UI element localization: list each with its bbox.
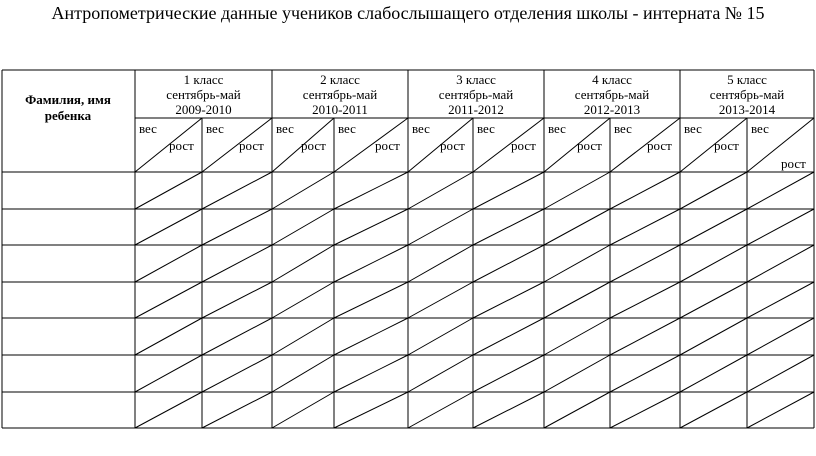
cell-diagonal [202, 172, 272, 209]
class-header-grade: 5 класс [727, 72, 767, 87]
class-header-grade: 2 класс [320, 72, 360, 87]
weight-label: вес [412, 121, 430, 136]
weight-label: вес [614, 121, 632, 136]
cell-diagonal [272, 209, 334, 245]
cell-diagonal [334, 282, 408, 318]
cell-diagonal [135, 392, 202, 428]
cell-diagonal [473, 392, 544, 428]
cell-diagonal [408, 282, 473, 318]
cell-diagonal [135, 355, 202, 392]
cell-diagonal [680, 172, 747, 209]
weight-label: вес [276, 121, 294, 136]
cell-diagonal [473, 318, 544, 355]
cell-diagonal [544, 318, 610, 355]
cell-diagonal [334, 318, 408, 355]
cell-diagonal [202, 355, 272, 392]
height-label: рост [169, 138, 194, 153]
class-header [408, 72, 544, 117]
class-header [272, 72, 408, 117]
weight-label: вес [684, 121, 702, 136]
cell-diagonal [202, 392, 272, 428]
cell-diagonal [135, 282, 202, 318]
cell-diagonal [135, 245, 202, 282]
class-header-grade: 3 класс [456, 72, 496, 87]
cell-diagonal [610, 172, 680, 209]
height-label: рост [440, 138, 465, 153]
cell-diagonal [544, 209, 610, 245]
cell-diagonal [747, 282, 814, 318]
weight-label: вес [338, 121, 356, 136]
cell-diagonal [272, 245, 334, 282]
cell-diagonal [135, 318, 202, 355]
page-title: Антропометрические данные учеников слабослышащего отделения школы - интерната № 15 [51, 3, 765, 23]
cell-diagonal [334, 392, 408, 428]
weight-label: вес [139, 121, 157, 136]
weight-label: вес [477, 121, 495, 136]
cell-diagonal [680, 318, 747, 355]
class-header [135, 72, 272, 117]
cell-diagonal [272, 318, 334, 355]
cell-diagonal [610, 355, 680, 392]
cell-diagonal [334, 209, 408, 245]
height-label: рост [647, 138, 672, 153]
class-header-years: 2012-2013 [583, 102, 641, 117]
class-header-period: сентябрь-май [302, 87, 378, 102]
class-header-period: сентябрь-май [709, 87, 785, 102]
cell-diagonal [408, 318, 473, 355]
class-header-period: сентябрь-май [574, 87, 650, 102]
height-label: рост [239, 138, 264, 153]
class-header-years: 2013-2014 [718, 102, 776, 117]
weight-label: вес [548, 121, 566, 136]
cell-diagonal [680, 355, 747, 392]
cell-diagonal [135, 172, 202, 209]
weight-label: вес [751, 121, 769, 136]
height-label: рост [511, 138, 536, 153]
cell-diagonal [473, 172, 544, 209]
name-column-header: Фамилия, имя ребенка [25, 92, 111, 123]
height-label: рост [714, 138, 739, 153]
cell-diagonal [544, 172, 610, 209]
cell-diagonal [202, 245, 272, 282]
height-label: рост [301, 138, 326, 153]
cell-diagonal [473, 355, 544, 392]
cell-diagonal [272, 282, 334, 318]
cell-diagonal [473, 245, 544, 282]
cell-diagonal [202, 209, 272, 245]
cell-diagonal [408, 355, 473, 392]
cell-diagonal [334, 355, 408, 392]
cell-diagonal [202, 282, 272, 318]
height-label: рост [375, 138, 400, 153]
weight-label: вес [206, 121, 224, 136]
cell-diagonal [272, 172, 334, 209]
height-label: рост [781, 156, 806, 171]
cell-diagonal [334, 172, 408, 209]
cell-diagonal [272, 392, 334, 428]
cell-diagonal [610, 318, 680, 355]
cell-diagonal [408, 392, 473, 428]
cell-diagonal [610, 245, 680, 282]
class-header-period: сентябрь-май [438, 87, 514, 102]
cell-diagonal [544, 245, 610, 282]
class-header [680, 72, 814, 117]
cell-diagonal [610, 282, 680, 318]
class-header-years: 2009-2010 [175, 102, 232, 117]
class-header [544, 72, 680, 117]
cell-diagonal [408, 245, 473, 282]
class-header-grade: 4 класс [592, 72, 632, 87]
cell-diagonal [473, 209, 544, 245]
class-header-years: 2010-2011 [312, 102, 368, 117]
cell-diagonal [747, 355, 814, 392]
height-label: рост [577, 138, 602, 153]
cell-diagonal [473, 282, 544, 318]
cell-diagonal [544, 355, 610, 392]
cell-diagonal [408, 172, 473, 209]
cell-diagonal [747, 318, 814, 355]
cell-diagonal [610, 209, 680, 245]
cell-diagonal [747, 172, 814, 209]
cell-diagonal [680, 392, 747, 428]
cell-diagonal [408, 209, 473, 245]
cell-diagonal [747, 245, 814, 282]
cell-diagonal [135, 209, 202, 245]
cell-diagonal [747, 209, 814, 245]
class-header-grade: 1 класс [183, 72, 224, 87]
cell-diagonal [272, 355, 334, 392]
cell-diagonal [680, 282, 747, 318]
cell-diagonal [544, 392, 610, 428]
cell-diagonal [680, 245, 747, 282]
cell-diagonal [610, 392, 680, 428]
cell-diagonal [202, 318, 272, 355]
cell-diagonal [747, 392, 814, 428]
class-header-period: сентябрь-май [166, 87, 241, 102]
class-header-years: 2011-2012 [448, 102, 504, 117]
cell-diagonal [680, 209, 747, 245]
cell-diagonal [544, 282, 610, 318]
cell-diagonal [334, 245, 408, 282]
